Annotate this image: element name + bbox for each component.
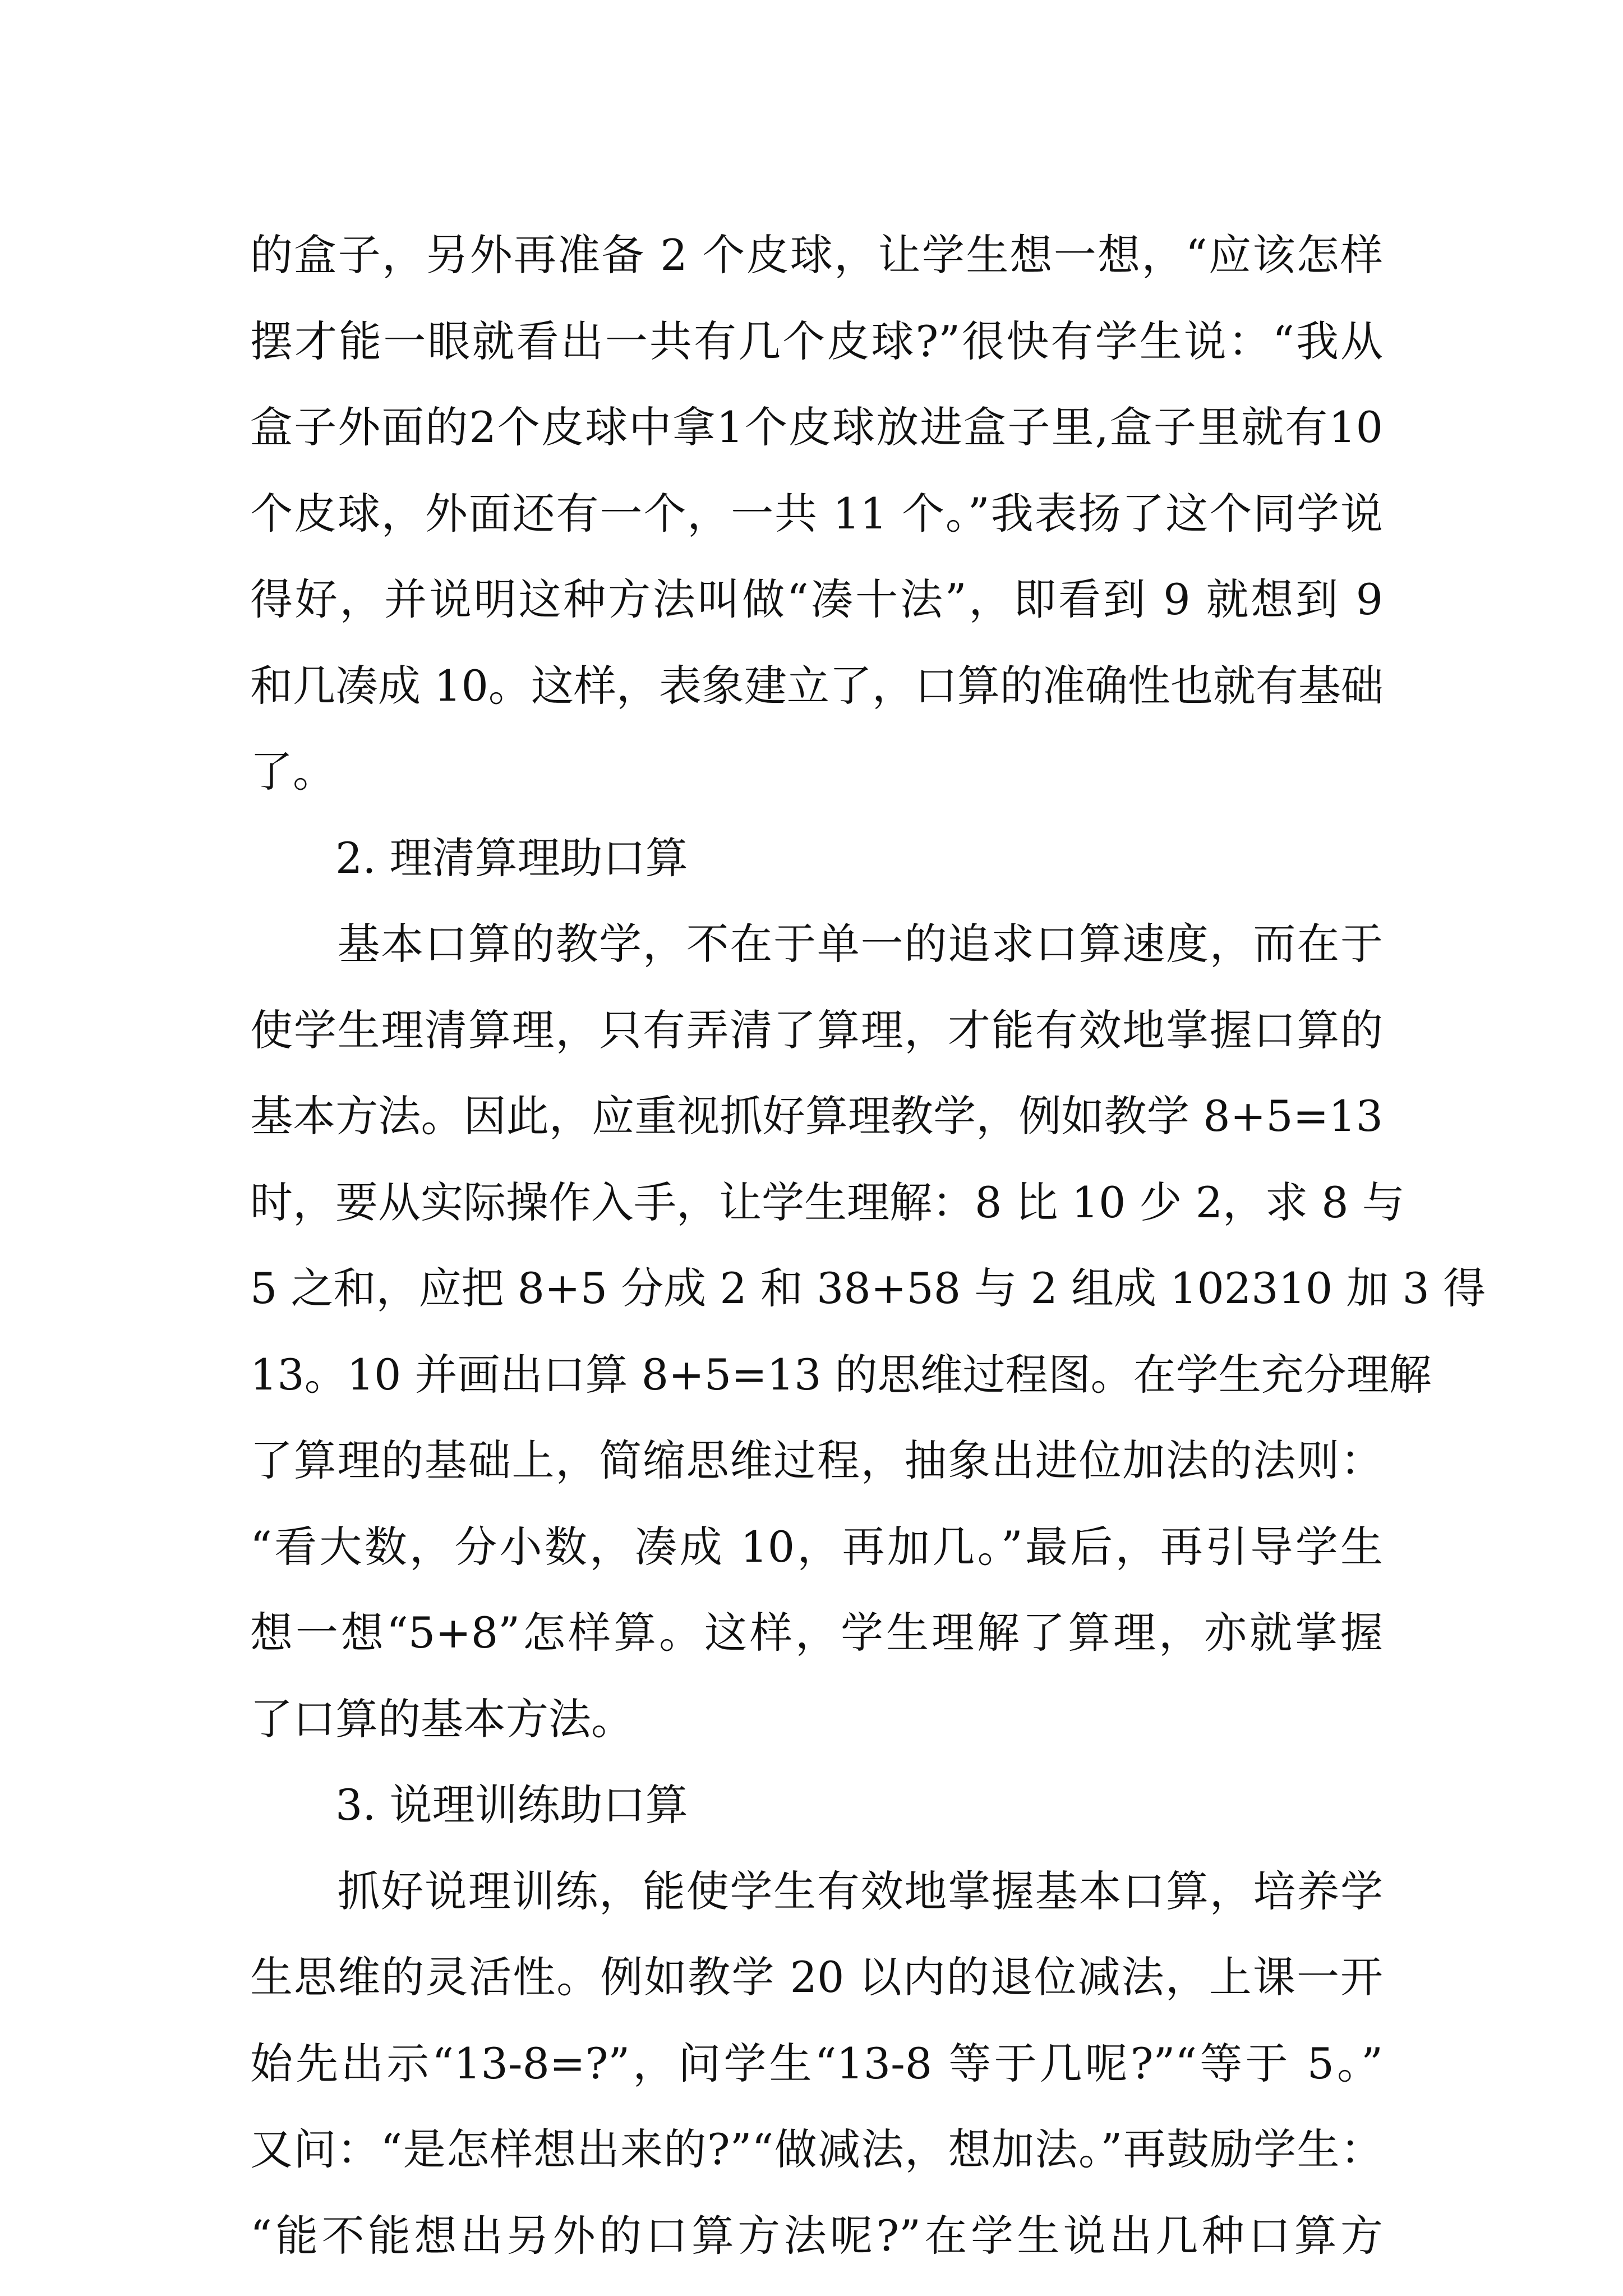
section-heading-2: 2. 理清算理助口算 xyxy=(335,832,688,883)
paragraph-line: 又问：“是怎样想出来的?”“做减法，想加法。”再鼓励学生： xyxy=(250,2124,1383,2174)
paragraph-line: 和几凑成 10。这样，表象建立了，口算的准确性也就有基础 xyxy=(250,660,1384,711)
paragraph-line: 抓好说理训练，能使学生有效地掌握基本口算，培养学 xyxy=(250,1866,1383,1916)
paragraph-line: 想一想“5+8”怎样算。这样，学生理解了算理，亦就掌握 xyxy=(250,1608,1383,1658)
paragraph-line: 的盒子，另外再准备 2 个皮球，让学生想一想，“应该怎样 xyxy=(250,230,1383,280)
paragraph-line: 时，要从实际操作入手，让学生理解：8 比 10 少 2，求 8 与 xyxy=(250,1177,1405,1227)
paragraph-line: 得好，并说明这种方法叫做“凑十法”，即看到 9 就想到 9 xyxy=(250,574,1383,624)
document-body xyxy=(250,212,1486,2279)
paragraph-line: 摆才能一眼就看出一共有几个皮球?”很快有学生说：“我从 xyxy=(250,316,1383,366)
paragraph-line: “能不能想出另外的口算方法呢?”在学生说出几种口算方 xyxy=(250,2210,1383,2261)
paragraph-line: 基本口算的教学，不在于单一的追求口算速度，而在于 xyxy=(250,919,1383,969)
paragraph-line: 了算理的基础上，简缩思维过程，抽象出进位加法的法则： xyxy=(250,1435,1383,1485)
paragraph-line: 5 之和，应把 8+5 分成 2 和 38+58 与 2 组成 102310 加 3 得 xyxy=(250,1263,1486,1313)
section-heading-3: 3. 说理训练助口算 xyxy=(335,1780,688,1830)
paragraph-line: 了。 xyxy=(250,747,335,797)
paragraph-line: 了口算的基本方法。 xyxy=(250,1694,634,1744)
paragraph-line: 使学生理清算理，只有弄清了算理，才能有效地掌握口算的 xyxy=(250,1005,1383,1055)
paragraph-line: 生思维的灵活性。例如教学 20 以内的退位减法，上课一开 xyxy=(250,1952,1383,2002)
paragraph-line: 基本方法。因此，应重视抓好算理教学，例如教学 8+5=13 xyxy=(250,1091,1383,1141)
paragraph-line: 个皮球，外面还有一个，一共 11 个。”我表扬了这个同学说 xyxy=(250,488,1383,539)
paragraph-line: 始先出示“13-8=?”，问学生“13-8 等于几呢?”“等于 5。” xyxy=(250,2038,1383,2088)
paragraph-line: “看大数，分小数，凑成 10，再加几。”最后，再引导学生 xyxy=(250,1521,1383,1572)
paragraph-line: 13。10 并画出口算 8+5=13 的思维过程图。在学生充分理解 xyxy=(250,1349,1432,1400)
paragraph-line: 盒子外面的2个皮球中拿1个皮球放进盒子里,盒子里就有10 xyxy=(250,402,1383,452)
